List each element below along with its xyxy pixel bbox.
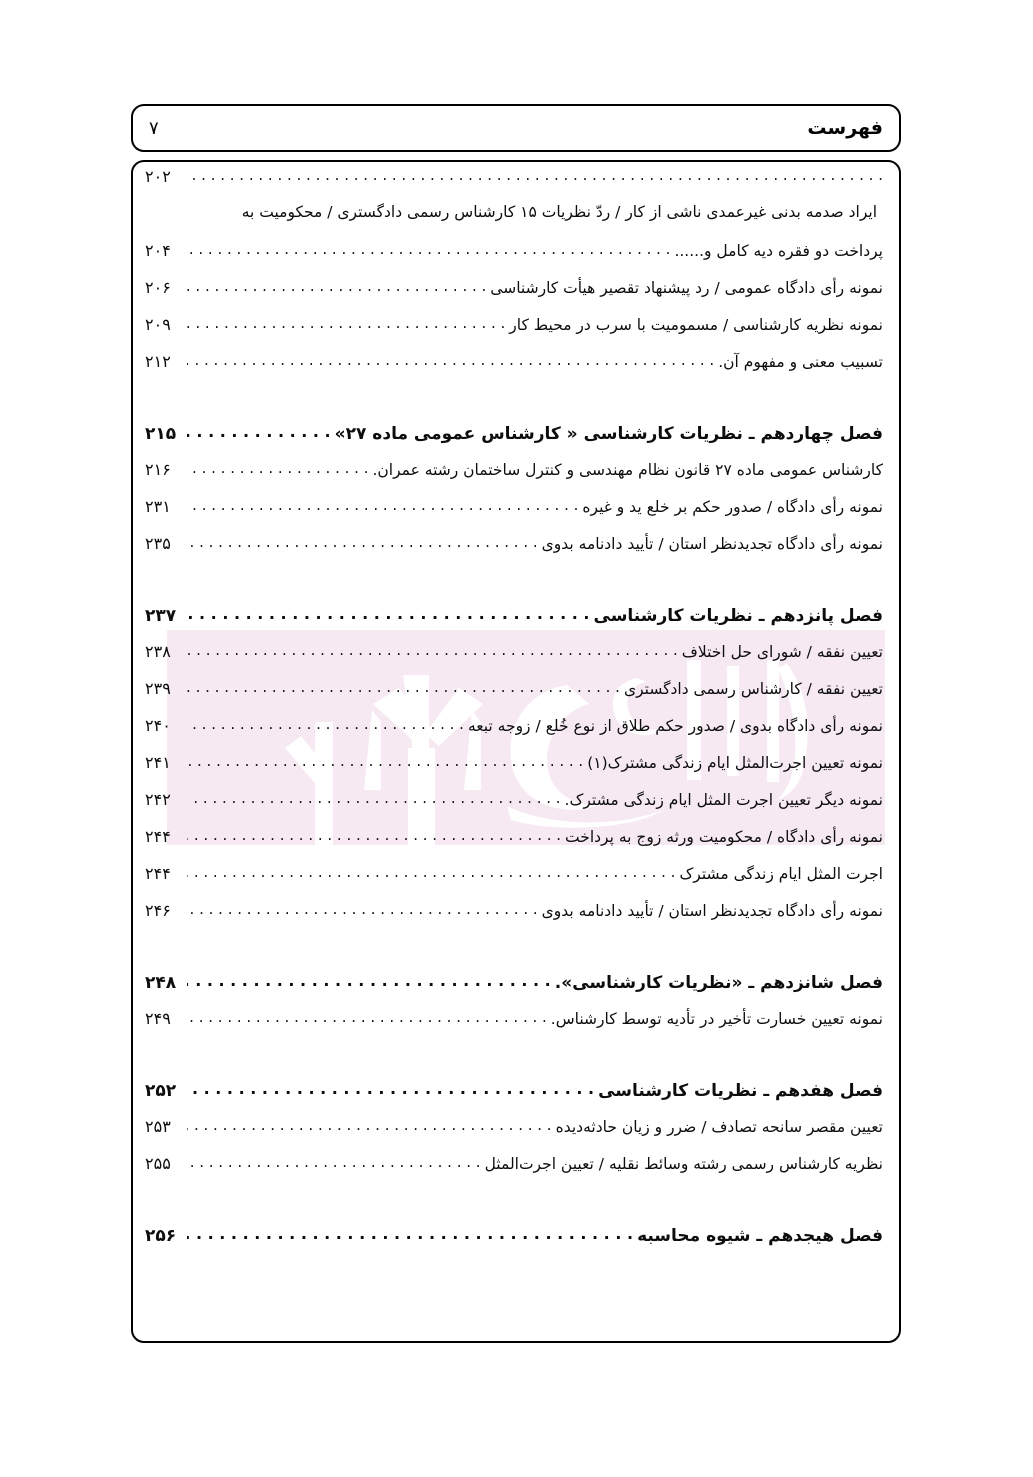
toc-entry-label: اجرت المثل ایام زندگی مشترک [679,864,883,883]
toc-entry-label: نمونه تعیین خسارت تأخیر در تأدیه توسط کارشناس. [550,1009,883,1028]
toc-page-number: ۲۱۲ [145,351,171,371]
toc-chapter-label: فصل پانزدهم ـ نظریات کارشناسی [593,606,883,626]
toc-page-number: ۲۰۴ [145,240,171,260]
toc-entry-label: نمونه رأی دادگاه / محکومیت ورثه زوج به پرداخت [565,827,883,846]
toc-entry-label: نمونه رأی دادگاه بدوی / صدور حکم طلاق از نوع خُلع / زوجه تبعه [467,716,883,735]
toc-page-number: ۲۳۸ [145,641,171,661]
toc-page-number: ۲۴۹ [145,1008,171,1028]
toc-page-number: ۲۳۱ [145,496,171,516]
toc-entry-label: پرداخت دو فقره دیه کامل و...... [674,241,883,260]
toc-page-number: ۲۵۲ [145,1081,177,1101]
toc-entry-label: نمونه رأی دادگاه تجدیدنظر استان / تأیید دادنامه بدوی [541,901,883,920]
page-header [131,104,901,152]
toc-page-number: ۲۳۵ [145,533,171,553]
toc-page-number: ۲۵۳ [145,1116,171,1136]
toc-entry-label: ایراد صدمه بدنی غیرعمدی ناشی از کار / ردّ نظریات ۱۵ کارشناس رسمی دادگستری / محکومیت به [241,203,877,221]
toc-page-number: ۲۳۷ [145,606,177,626]
toc-page-number: ۲۱۶ [145,459,171,479]
toc-entry-label: تعیین نفقه / کارشناس رسمی دادگستری [623,679,883,698]
toc-entry-label: نمونه تعیین اجرت‌المثل ایام زندگی مشترک(۱) [587,753,883,772]
toc-chapter-label: فصل هفدهم ـ نظریات کارشناسی [598,1081,883,1101]
toc-entry-label: نمونه رأی دادگاه عمومی / رد پیشنهاد تقصیر هیأت کارشناسی [490,278,883,297]
page-title: فهرست [807,117,883,139]
toc-entry-label: نمونه دیگر تعیین اجرت المثل ایام زندگی مشترک. [564,790,883,809]
toc-page-number: ۲۱۵ [145,424,177,444]
toc-entry-label: تعیین نفقه / شورای حل اختلاف [681,642,883,661]
toc-chapter-label: فصل شانزدهم ـ «نظریات کارشناسی». [554,973,883,993]
toc-page-number: ۲۵۶ [145,1226,177,1246]
folio-number: ۷ [149,117,159,139]
toc-entry-label: نمونه رأی دادگاه / صدور حکم بر خلع ید و غیره [582,497,883,516]
toc-entry-label: نمونه رأی دادگاه تجدیدنظر استان / تأیید دادنامه بدوی [541,534,883,553]
content-border [131,160,901,1343]
toc-page-number: ۲۰۹ [145,314,171,334]
toc-chapter-label: فصل هیجدهم ـ شیوه محاسبه [637,1226,883,1246]
toc-page-number: ۲۴۲ [145,789,171,809]
toc-page-number: ۲۰۲ [145,166,171,186]
toc-entry-label: نظریه کارشناس رسمی رشته وسائط نقلیه / تعیین اجرت‌المثل [484,1154,883,1173]
toc-page-number: ۲۵۵ [145,1153,171,1173]
toc-chapter-label: فصل چهاردهم ـ نظریات کارشناسی « کارشناس عمومی ماده ۲۷» [334,424,883,444]
toc-page-number: ۲۰۶ [145,277,171,297]
toc-entry-label: کارشناس عمومی ماده ۲۷ قانون نظام مهندسی و کنترل ساختمان رشته عمران. [372,460,883,479]
toc-page-number: ۲۴۰ [145,715,171,735]
toc-page-number: ۲۴۴ [145,863,171,883]
toc-page-number: ۲۴۶ [145,900,171,920]
toc-page-number: ۲۴۴ [145,826,171,846]
toc-entry-label: نمونه نظریه کارشناسی / مسمومیت با سرب در محیط کار [509,315,883,334]
toc-page-number: ۲۳۹ [145,678,171,698]
toc-entry-label: تسبیب معنی و مفهوم آن. [718,352,883,371]
toc-entry-label: تعیین مقصر سانحه تصادف / ضرر و زیان حادثه‌دیده [555,1117,883,1136]
toc-page-number: ۲۴۱ [145,752,171,772]
toc-page-number: ۲۴۸ [145,973,177,993]
